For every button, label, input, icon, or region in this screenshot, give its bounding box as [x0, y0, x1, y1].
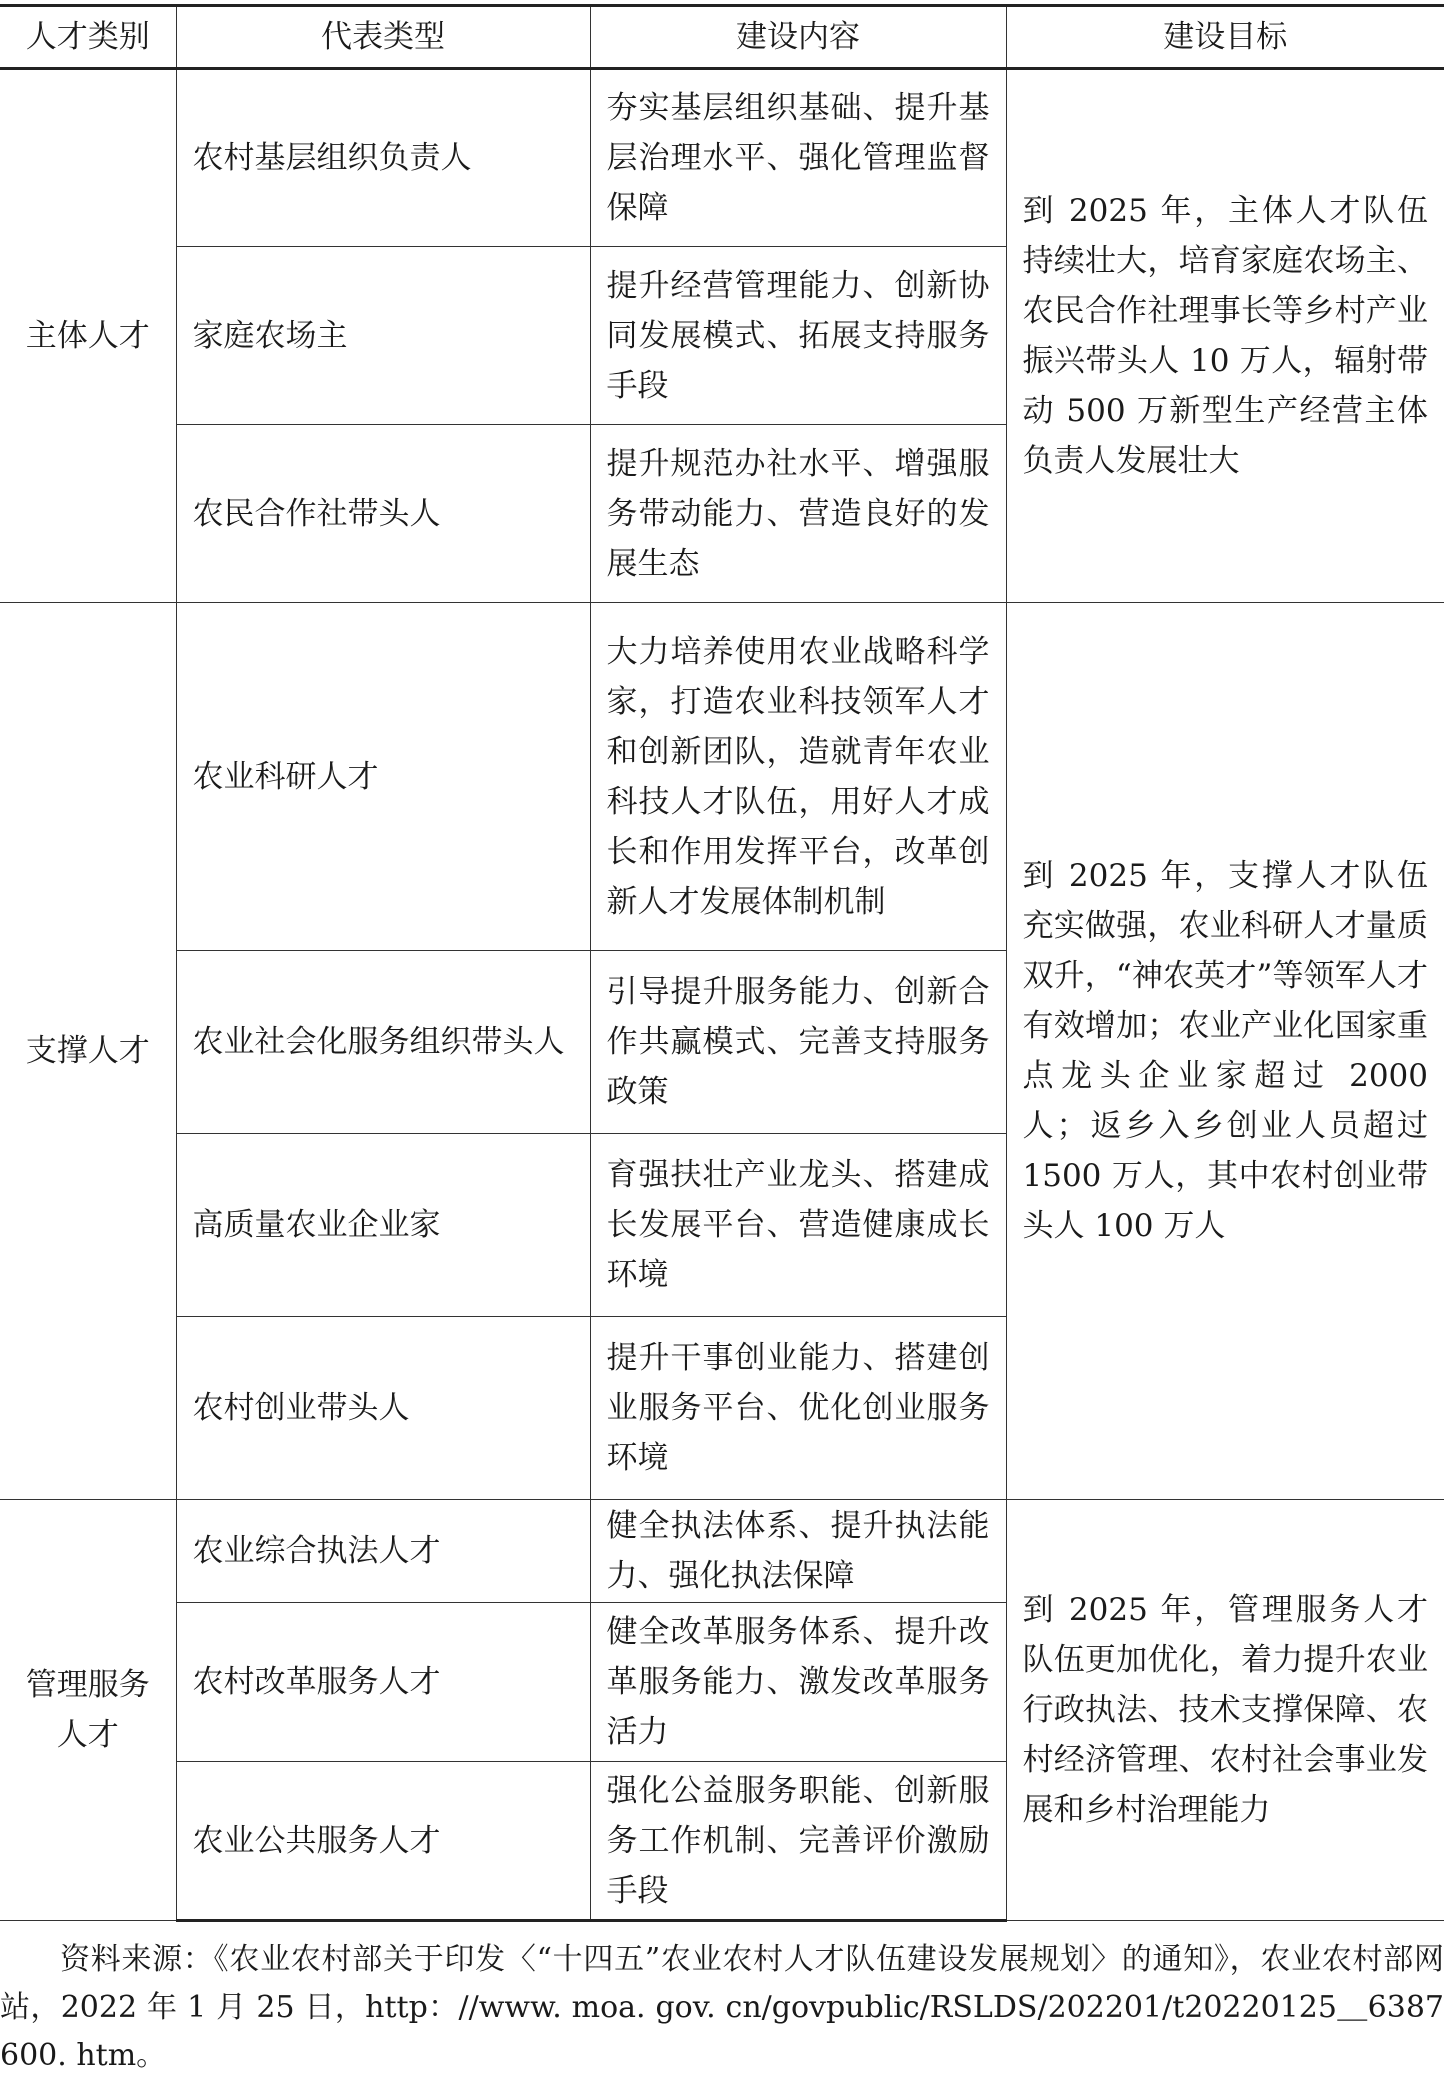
source-note: 资料来源：《农业农村部关于印发〈“十四五”农业农村人才队伍建设发展规划〉的通知》，农业农村部网站，2022 年 1 月 25 日，http：//www. moa. gov. cn/govpublic/RSLDS/202201/t20220125＿6387600. htm。: [0, 1942, 1444, 2073]
table-row: [0, 69, 1444, 247]
header-type: 代表类型: [176, 6, 590, 69]
header-goal: 建设目标: [1006, 6, 1444, 69]
goal-cell: 到 2025 年，主体人才队伍持续壮大，培育家庭农场主、农民合作社理事长等乡村产业振兴带头人 10 万人，辐射带动 500 万新型生产经营主体负责人发展壮大: [1006, 69, 1444, 603]
content-cell: 引导提升服务能力、创新合作共赢模式、完善支持服务政策: [590, 951, 1006, 1134]
content-cell: 大力培养使用农业战略科学家，打造农业科技领军人才和创新团队，造就青年农业科技人才队伍，用好人才成长和作用发挥平台，改革创新人才发展体制机制: [590, 603, 1006, 951]
content-cell: 提升经营管理能力、创新协同发展模式、拓展支持服务手段: [590, 247, 1006, 425]
goal-cell: 到 2025 年，管理服务人才队伍更加优化，着力提升农业行政执法、技术支撑保障、农村经济管理、农村社会事业发展和乡村治理能力: [1006, 1500, 1444, 1921]
type-cell: 农业综合执法人才: [176, 1500, 590, 1603]
type-cell: 农民合作社带头人: [176, 425, 590, 603]
type-cell: 农业公共服务人才: [176, 1762, 590, 1921]
type-cell: 农村改革服务人才: [176, 1603, 590, 1762]
header-content: 建设内容: [590, 6, 1006, 69]
table-header-row: [0, 6, 1444, 69]
type-cell: 高质量农业企业家: [176, 1134, 590, 1317]
category-cell: 主体人才: [0, 69, 176, 603]
table-row: [0, 1500, 1444, 1603]
type-cell: 农村创业带头人: [176, 1317, 590, 1500]
content-cell: 育强扶壮产业龙头、搭建成长发展平台、营造健康成长环境: [590, 1134, 1006, 1317]
content-cell: 提升干事创业能力、搭建创业服务平台、优化创业服务环境: [590, 1317, 1006, 1500]
goal-cell: 到 2025 年，支撑人才队伍充实做强，农业科研人才量质双升，“神农英才”等领军人才有效增加；农业产业化国家重点龙头企业家超过 2000 人；返乡入乡创业人员超过 1500 万人，其中农村创业带头人 100 万人: [1006, 603, 1444, 1500]
category-cell: 支撑人才: [0, 603, 176, 1500]
content-cell: 提升规范办社水平、增强服务带动能力、营造良好的发展生态: [590, 425, 1006, 603]
type-cell: 农业科研人才: [176, 603, 590, 951]
content-cell: 健全改革服务体系、提升改革服务能力、激发改革服务活力: [590, 1603, 1006, 1762]
header-category: 人才类别: [0, 6, 176, 69]
talent-table: [0, 4, 1444, 1922]
content-cell: 强化公益服务职能、创新服务工作机制、完善评价激励手段: [590, 1762, 1006, 1921]
table-row: [0, 603, 1444, 951]
type-cell: 农业社会化服务组织带头人: [176, 951, 590, 1134]
type-cell: 家庭农场主: [176, 247, 590, 425]
content-cell: 夯实基层组织基础、提升基层治理水平、强化管理监督保障: [590, 69, 1006, 247]
category-cell: 管理服务人才: [0, 1500, 176, 1921]
type-cell: 农村基层组织负责人: [176, 69, 590, 247]
content-cell: 健全执法体系、提升执法能力、强化执法保障: [590, 1500, 1006, 1603]
